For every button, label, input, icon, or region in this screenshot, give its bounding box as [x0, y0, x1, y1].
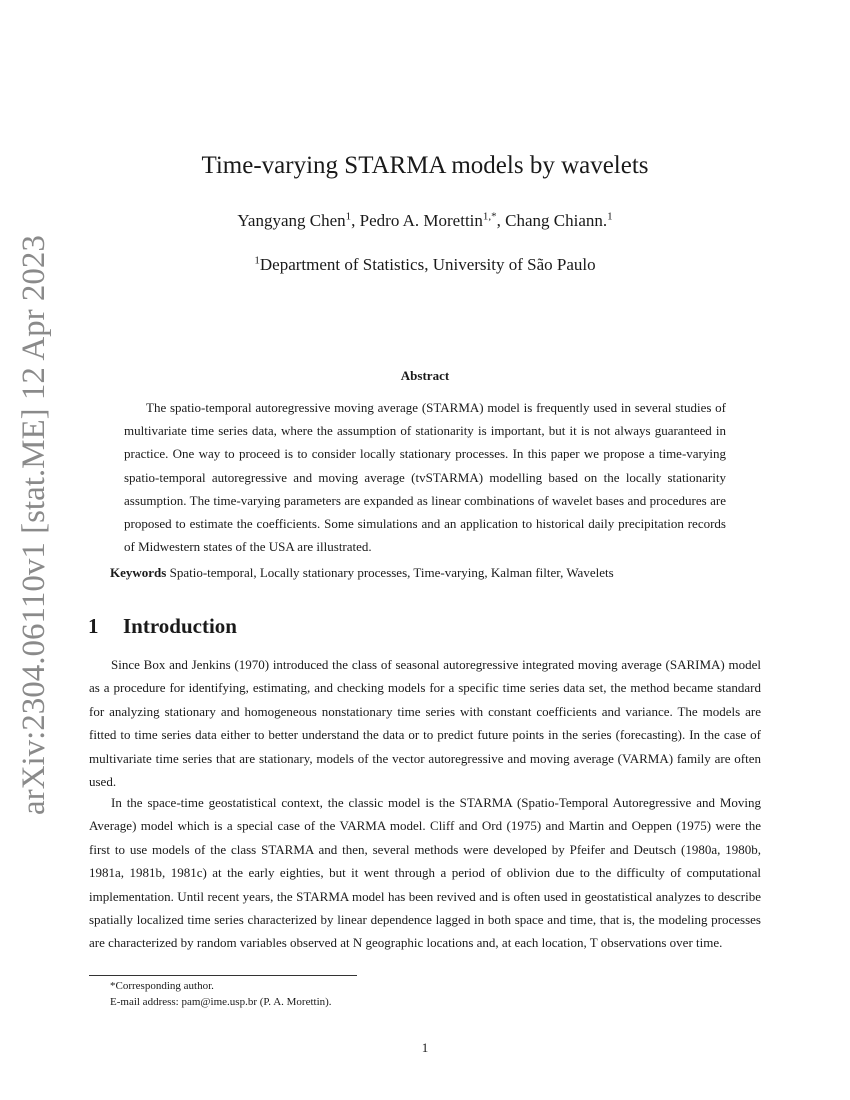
author-name: Chang Chiann.: [505, 211, 608, 230]
section-number: 1: [88, 614, 99, 638]
footnote-divider: [89, 975, 357, 976]
arxiv-identifier-stamp: arXiv:2304.06110v1 [stat.ME] 12 Apr 2023: [16, 235, 52, 815]
intro-paragraph: Since Box and Jenkins (1970) introduced the class of seasonal autoregressive integrated moving average (SARIMA) model as a procedure for identifying, estimating, and checking models for a specific time series data set, the method became standard for analyzing stationary and homogeneous nonstationary time series with constant coefficients and variance. The models are fitted to time series data either to better understand the data or to predict future points in the series (forecasting). In the case of multivariate time series that are stationary, models of the vector autoregressive and moving average (VARMA) family are often used.: [89, 657, 761, 790]
section-heading: [88, 614, 237, 639]
keywords-label: Keywords: [110, 565, 167, 580]
section-title: Introduction: [123, 614, 237, 638]
keywords-line: [110, 565, 750, 581]
author-affiliation-mark: 1,*: [482, 210, 497, 223]
abstract-heading: Abstract: [400, 368, 450, 383]
paper-title: Time-varying STARMA models by wavelets: [201, 152, 649, 179]
affiliation-mark: 1: [254, 254, 260, 267]
affiliation-text: Department of Statistics, University of São Paulo: [259, 255, 596, 274]
author-affiliation-mark: 1: [607, 210, 613, 223]
abstract-body: The spatio-temporal autoregressive moving average (STARMA) model is frequently used in several studies of multivariate time series data, where the assumption of stationarity is important, but it is not always guaranteed in practice. One way to proceed is to consider locally stationary processes. In this paper we propose a time-varying spatio-temporal autoregressive and moving average (tvSTARMA) modelling based on the locally stationarity assumption. The time-varying parameters are expanded as linear combinations of wavelet bases and procedures are proposed to estimate the coefficients. Some simulations and an application to historical daily precipitation records of Midwestern states of the USA are illustrated.: [124, 400, 726, 555]
footnote-corresponding-author: *Corresponding author.: [110, 980, 214, 992]
intro-paragraph: In the space-time geostatistical context, the classic model is the STARMA (Spatio-Temporal Autoregressive and Moving Average) model which is a special case of the VARMA model. Cliff and Ord (1975) and Martin and Oeppen (1975) were the first to use models of the class STARMA and then, several methods were developed by Pfeifer and Deutsch (1980a, 1980b, 1981a, 1981b, 1981c) at the early eighties, but it went through a period of oblivion due to the difficulty of computational implementation. Until recent years, the STARMA model has been revived and is often used in geostatistical analyzes to describe spatially localized time series characterized by linear dependence lagged in both space and time, that is, the modeling processes are characterized by random variables observed at N geographic locations and, at each location, T observations over time.: [89, 795, 761, 951]
author-name: Pedro A. Morettin: [359, 211, 483, 230]
author-affiliation-mark: 1: [345, 210, 352, 223]
author-name: Yangyang Chen: [237, 211, 346, 230]
footnote-email: E-mail address: pam@ime.usp.br (P. A. Morettin).: [110, 996, 332, 1008]
keywords-text: Spatio-temporal, Locally stationary processes, Time-varying, Kalman filter, Wavelets: [169, 565, 614, 580]
page-number: 1: [421, 1040, 429, 1055]
affiliation: [0, 255, 850, 275]
author-list: Yangyang Chen$^1$, Pedro A. Morettin$^{1,*}$, Chang Chiann.$^1$: [237, 210, 613, 230]
